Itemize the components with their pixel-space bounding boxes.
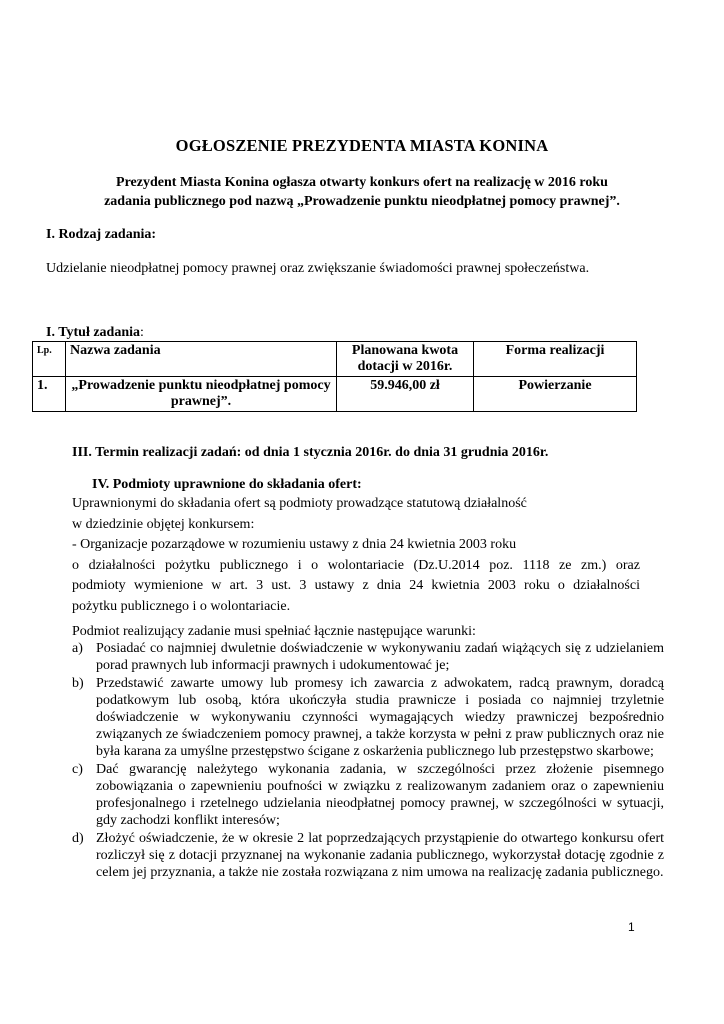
section-2-heading-colon: : (140, 325, 144, 340)
section-4-line-1: Uprawnionymi do składania ofert są podmioty prowadzące statutową działalność (72, 496, 527, 511)
table-row (33, 377, 637, 412)
section-3-term: III. Termin realizacji zadań: od dnia 1 stycznia 2016r. do dnia 31 grudnia 2016r. (72, 445, 549, 460)
header-form: Forma realizacji (474, 342, 637, 377)
list-marker: a) (72, 641, 83, 656)
intro-line-1: Prezydent Miasta Konina ogłasza otwarty konkurs ofert na realizację w 2016 roku (116, 175, 608, 190)
header-planned-amount: Planowana kwota dotacji w 2016r. (337, 342, 474, 377)
page-number: 1 (628, 920, 635, 934)
list-item (72, 675, 664, 760)
intro-line-2: zadania publicznego pod nazwą „Prowadzenie punktu nieodpłatnej pomocy prawnej”. (104, 194, 620, 209)
list-marker: c) (72, 762, 83, 777)
section-1-heading: I. Rodzaj zadania: (46, 227, 157, 242)
section-4-line-6: pożytku publicznego i o wolontariacie. (72, 598, 291, 614)
list-item (72, 640, 664, 674)
section-4-heading: IV. Podmioty uprawnione do składania ofert: (92, 477, 362, 492)
table-header-row (33, 342, 637, 377)
list-item-text: Posiadać co najmniej dwuletnie doświadczenie w wykonywaniu zadań wiążących się z udzielaniem porad prawnych lub informacji prawnych i udokumentować je; (96, 641, 664, 673)
conditions-intro: Podmiot realizujący zadanie musi spełniać łącznie następujące warunki: (72, 624, 476, 639)
header-task-name: Nazwa zadania (66, 342, 337, 377)
list-marker: d) (72, 831, 84, 846)
intro-paragraph (40, 173, 684, 211)
list-marker: b) (72, 676, 84, 691)
section-4-line-3: - Organizacje pozarządowe w rozumieniu ustawy z dnia 24 kwietnia 2003 roku (72, 537, 517, 552)
section-4-line-5: podmioty wymienione w art. 3 ust. 3 ustawy z dnia 24 kwietnia 2003 roku o działalności (72, 578, 640, 593)
section-4-line-2: w dziedzinie objętej konkursem: (72, 516, 255, 532)
section-2-heading (46, 325, 144, 341)
conditions-list (72, 640, 664, 882)
cell-task-name: „Prowadzenie punktu nieodpłatnej pomocy prawnej”. (66, 377, 337, 412)
cell-form: Powierzanie (474, 377, 637, 412)
list-item-text: Dać gwarancję należytego wykonania zadania, w szczególności przez złożenie pisemnego zobowiązania o zapewnieniu poufności w związku z realizowanym zadaniem oraz o zapewnieniu profesjonalnego i rzetelnego udzielania nieodpłatnej pomocy prawnej, w szczególności w sytuacji, gdy zachodzi konflikt interesów; (96, 762, 664, 828)
cell-lp: 1. (33, 377, 66, 412)
document-title: OGŁOSZENIE PREZYDENTA MIASTA KONINA (175, 136, 549, 155)
list-item (72, 761, 664, 829)
section-1-body: Udzielanie nieodpłatnej pomocy prawnej oraz zwiększanie świadomości prawnej społeczeństwa. (46, 261, 590, 276)
list-item-text: Złożyć oświadczenie, że w okresie 2 lat poprzedzających przystąpienie do otwartego konkursu ofert rozliczył się z dotacji przyznanej na wykonanie zadania publicznego, wykorzystał dotację zgodnie z celem jej przyznania, a także nie została rozwiązana z nim umowa na realizację zadania publicznego. (96, 831, 664, 880)
list-item-text: Przedstawić zawarte umowy lub promesy ich zawarcia z adwokatem, radcą prawnym, doradcą podatkowym lub osobą, która ukończyła studia prawnicze i posiada co najmniej trzyletnie doświadczenie w wykonywaniu czynności wymagających wiedzy prawniczej bezpośrednio związanych ze świadczeniem pomocy prawnej, a także korzysta w pełni z praw publicznych oraz nie była karana za umyślne przestępstwo ścigane z oskarżenia publicznego lub przestępstwo skarbowe; (96, 676, 664, 759)
section-2-heading-text: I. Tytuł zadania (46, 325, 141, 340)
section-4-line-4: o działalności pożytku publicznego i o wolontariacie (Dz.U.2014 poz. 1118 ze zm.) oraz (72, 557, 640, 573)
tasks-table (32, 341, 637, 412)
header-lp: Lp. (33, 342, 66, 377)
section-4-body (72, 494, 640, 617)
cell-amount: 59.946,00 zł (337, 377, 474, 412)
list-item (72, 830, 664, 881)
